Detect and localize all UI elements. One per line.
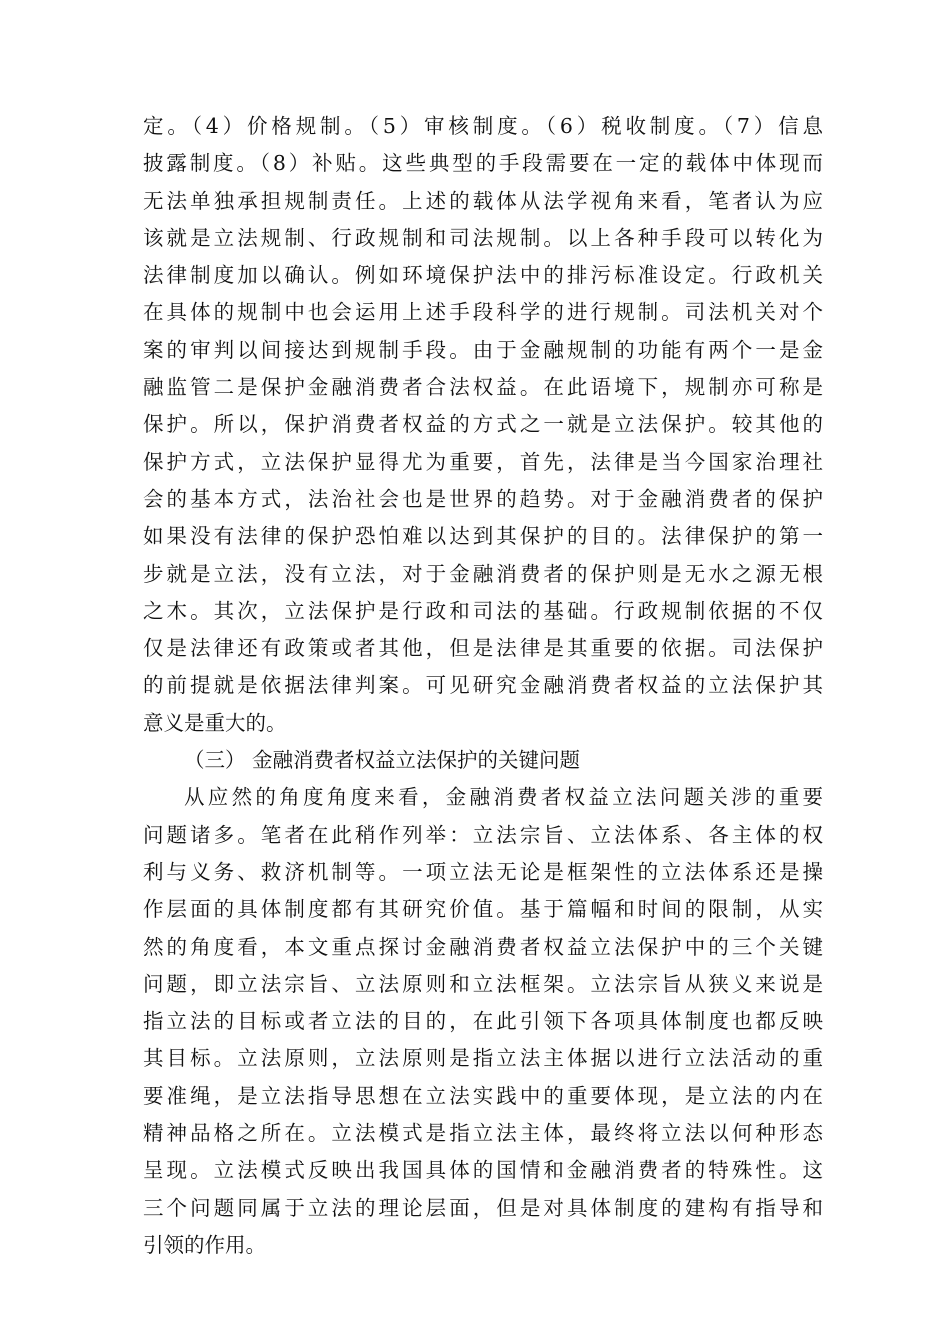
paragraph-2-line: 问题，即立法宗旨、立法原则和立法框架。立法宗旨从狭义来说是: [143, 971, 823, 996]
paragraph-1-line: 案的审判以间接达到规制手段。由于金融规制的功能有两个一是金: [143, 337, 823, 362]
paragraph-1-line: 会的基本方式，法治社会也是世界的趋势。对于金融消费者的保护: [143, 486, 823, 511]
paragraph-1-line: 法律制度加以确认。例如环境保护法中的排污标准设定。行政机关: [143, 263, 823, 288]
paragraph-2-line: 三个问题同属于立法的理论层面，但是对具体制度的建构有指导和: [143, 1195, 823, 1220]
paragraph-2-line: 精神品格之所在。立法模式是指立法主体，最终将立法以何种形态: [143, 1121, 823, 1146]
paragraph-1-line: 融监管二是保护金融消费者合法权益。在此语境下，规制亦可称是: [143, 375, 823, 400]
paragraph-1-line: 在具体的规制中也会运用上述手段科学的进行规制。司法机关对个: [143, 300, 823, 325]
paragraph-2-line: 从应然的角度角度来看，金融消费者权益立法问题关涉的重要: [184, 785, 823, 810]
paragraph-1-line: 之木。其次，立法保护是行政和司法的基础。行政规制依据的不仅: [143, 598, 823, 623]
paragraph-2-line: 要准绳，是立法指导思想在立法实践中的重要体现，是立法的内在: [143, 1083, 823, 1108]
paragraph-1-line: 如果没有法律的保护恐怕难以达到其保护的目的。法律保护的第一: [143, 524, 823, 549]
paragraph-2-line: 引领的作用。: [143, 1232, 266, 1257]
paragraph-1-line: 该就是立法规制、行政规制和司法规制。以上各种手段可以转化为: [143, 225, 823, 250]
paragraph-1-line: 无法单独承担规制责任。上述的载体从法学视角来看，笔者认为应: [143, 188, 823, 213]
paragraph-1-line: 定。（4）价格规制。（5）审核制度。（6）税收制度。（7）信息: [143, 114, 823, 138]
paragraph-2-line: 呈现。立法模式反映出我国具体的国情和金融消费者的特殊性。这: [143, 1158, 823, 1183]
paragraph-1-line: 步就是立法，没有立法，对于金融消费者的保护则是无水之源无根: [143, 561, 823, 586]
paragraph-2-line: 指立法的目标或者立法的目的，在此引领下各项具体制度也都反映: [143, 1009, 823, 1034]
body-text: [143, 108, 823, 1264]
paragraph-1-line: 保护。所以，保护消费者权益的方式之一就是立法保护。较其他的: [143, 412, 823, 437]
paragraph-2-line: 其目标。立法原则，立法原则是指立法主体据以进行立法活动的重: [143, 1046, 823, 1071]
paragraph-1-line: 仅是法律还有政策或者其他，但是法律是其重要的依据。司法保护: [143, 636, 823, 661]
paragraph-2-line: 作层面的具体制度都有其研究价值。基于篇幅和时间的限制，从实: [143, 897, 823, 922]
paragraph-2-line: 然的角度看，本文重点探讨金融消费者权益立法保护中的三个关键: [143, 934, 823, 959]
paragraph-2-line: 利与义务、救济机制等。一项立法无论是框架性的立法体系还是操: [143, 859, 823, 884]
paragraph-1-line: 的前提就是依据法律判案。可见研究金融消费者权益的立法保护其: [143, 673, 823, 698]
paragraph-1-line: 保护方式，立法保护显得尤为重要，首先，法律是当今国家治理社: [143, 449, 823, 474]
section-heading: （三） 金融消费者权益立法保护的关键问题: [184, 748, 581, 773]
paragraph-1-line: 披露制度。（8）补贴。这些典型的手段需要在一定的载体中体现而: [143, 151, 823, 176]
paragraph-2-line: 问题诸多。笔者在此稍作列举：立法宗旨、立法体系、各主体的权: [143, 822, 823, 847]
paragraph-1-line: 意义是重大的。: [143, 710, 287, 735]
